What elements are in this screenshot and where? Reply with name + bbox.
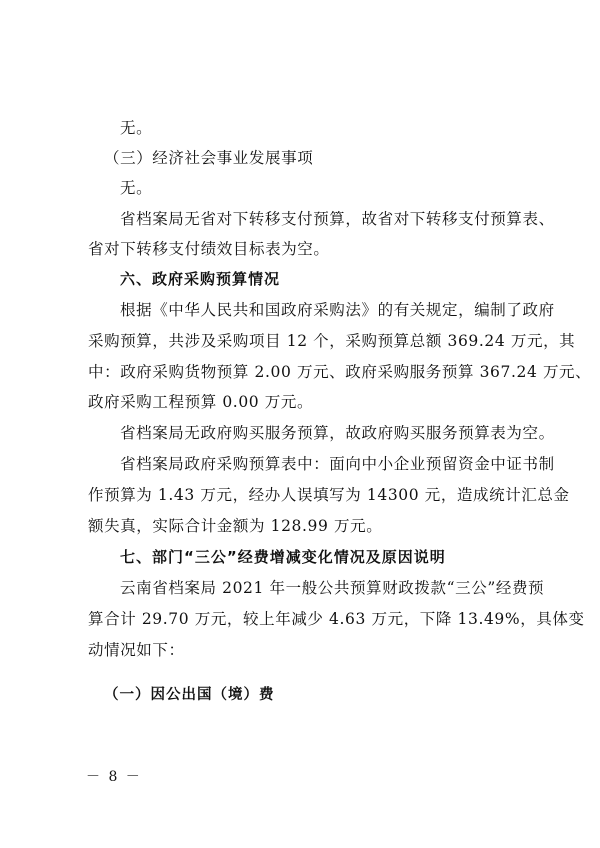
paragraph-line: 无。 xyxy=(120,119,153,137)
section-subheading: （三）经济社会事业发展事项 xyxy=(104,149,314,167)
page-number: － 8 － xyxy=(86,769,142,785)
section-subheading: （一）因公出国（境）费 xyxy=(104,687,275,703)
paragraph-line: 政府采购工程预算 0.00 万元。 xyxy=(88,393,314,411)
paragraph-line: 额失真，实际合计金额为 128.99 万元。 xyxy=(88,517,383,535)
paragraph-line: 根据《中华人民共和国政府采购法》的有关规定，编制了政府 xyxy=(120,301,555,319)
paragraph-line: 省档案局无政府购买服务预算，故政府购买服务预算表为空。 xyxy=(120,424,555,442)
section-heading: 七、部门“三公”经费增减变化情况及原因说明 xyxy=(120,548,446,566)
paragraph-line: 省档案局无省对下转移支付预算，故省对下转移支付预算表、 xyxy=(120,210,555,228)
paragraph-line: 算合计 29.70 万元，较上年减少 4.63 万元，下降 13.49%，具体变 xyxy=(88,610,585,628)
paragraph-line: 采购预算，共涉及采购项目 12 个，采购预算总额 369.24 万元，其 xyxy=(88,332,576,350)
section-heading: 六、政府采购预算情况 xyxy=(120,270,281,288)
paragraph-line: 动情况如下： xyxy=(88,641,185,659)
paragraph-line: 无。 xyxy=(120,179,153,197)
paragraph-line: 云南省档案局 2021 年一般公共预算财政拨款“三公”经费预 xyxy=(120,579,545,597)
paragraph-line: 作预算为 1.43 万元，经办人误填写为 14300 元，造成统计汇总金 xyxy=(88,486,570,504)
paragraph-line: 省档案局政府采购预算表中：面向中小企业预留资金中证书制 xyxy=(120,455,555,473)
paragraph-line: 中：政府采购货物预算 2.00 万元、政府采购服务预算 367.24 万元、 xyxy=(88,363,592,381)
paragraph-line: 省对下转移支付绩效目标表为空。 xyxy=(88,240,330,258)
